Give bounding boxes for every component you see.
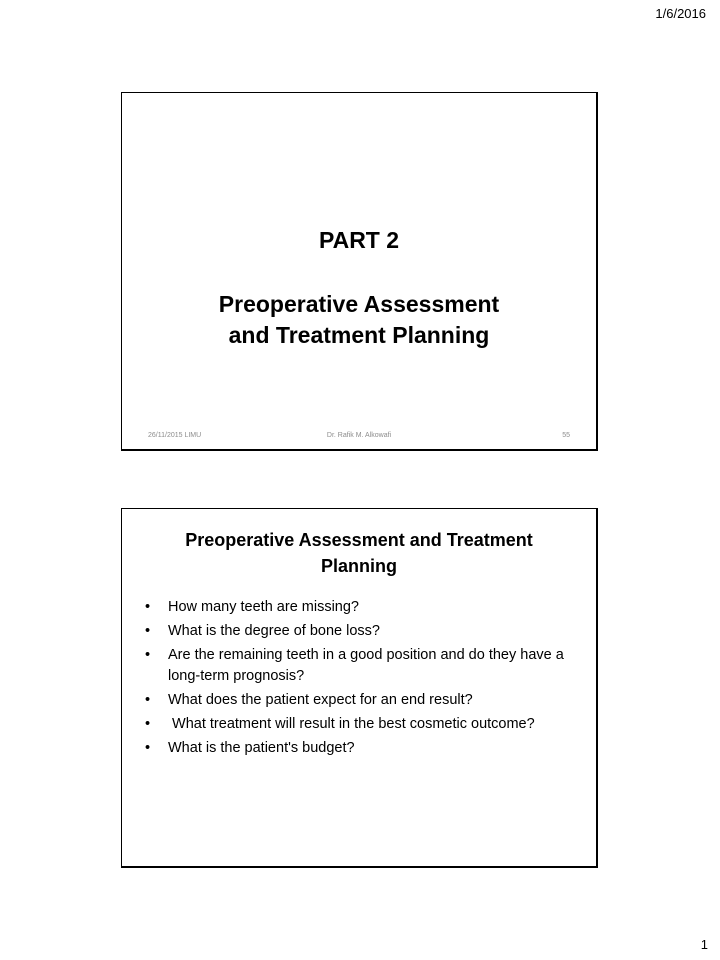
list-item: [143, 690, 566, 711]
page-date: 1/6/2016: [655, 6, 706, 21]
list-item-text: Are the remaining teeth in a good position and do they have a long-term prognosis?: [168, 647, 564, 684]
bullet-list: [143, 597, 566, 762]
list-item-text: What treatment will result in the best cosmetic outcome?: [168, 716, 535, 732]
list-item-text: What is the patient's budget?: [168, 740, 355, 756]
bullet-icon: •: [145, 740, 151, 756]
bullet-icon: •: [145, 692, 151, 708]
footer-author: Dr. Rafik M. Alkowafi: [326, 432, 392, 439]
list-item: [143, 597, 566, 618]
bullet-icon: •: [145, 716, 151, 732]
footer-slide-number: 55: [562, 432, 570, 439]
slide-assessment-questions: [121, 508, 598, 868]
slide-title-line-2: and Treatment Planning: [228, 322, 490, 348]
list-item-text: What is the degree of bone loss?: [168, 623, 380, 639]
slide-title-line-1: Preoperative Assessment and Treatment: [185, 530, 533, 550]
list-item: [143, 645, 566, 687]
bullet-icon: •: [145, 599, 151, 615]
list-item: [143, 738, 566, 759]
slide-title: [142, 527, 576, 579]
list-item: [143, 714, 566, 735]
footer-date: 26/11/2015 LIMU: [148, 432, 202, 439]
list-item-text: How many teeth are missing?: [168, 599, 359, 615]
slide-title-line-1: Preoperative Assessment: [218, 291, 500, 317]
list-item-text: What does the patient expect for an end result?: [168, 692, 473, 708]
slide-title-line-2: Planning: [321, 556, 397, 576]
bullet-icon: •: [145, 647, 151, 663]
list-item: [143, 621, 566, 642]
part-title: PART 2: [318, 227, 400, 253]
slide-title-part-2: [121, 92, 598, 451]
page-number: 1: [700, 937, 708, 952]
bullet-icon: •: [145, 623, 151, 639]
title-block: [122, 225, 596, 351]
